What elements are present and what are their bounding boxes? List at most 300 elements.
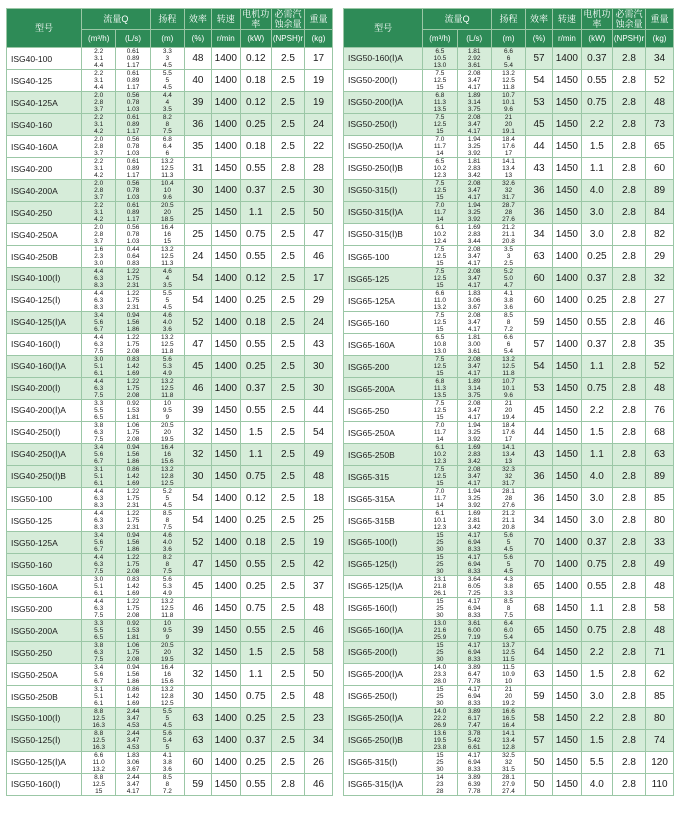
q-m3h-value: 3.1 (94, 466, 104, 473)
npsh-cell: 2.5 (271, 598, 304, 620)
q-m3h-cell (82, 312, 116, 334)
right-header-row (344, 9, 674, 30)
speed-cell: 1450 (552, 158, 581, 180)
q-m3h-cell (423, 444, 457, 466)
npsh-cell: 2.8 (612, 774, 645, 796)
head-value: 9.5 (162, 627, 172, 634)
head-value: 16.5 (502, 715, 515, 722)
head-value: 16.4 (502, 722, 515, 729)
q-m3h-value: 2.8 (94, 231, 104, 238)
table-row (344, 642, 674, 664)
model-cell: ISG50-315(Ⅰ)B (344, 224, 423, 246)
left-header-row (7, 9, 333, 30)
model-cell: ISG50-160A (7, 576, 82, 598)
q-ls-value: 2.92 (467, 55, 481, 62)
head-value: 4.9 (162, 590, 172, 597)
head-value: 16 (163, 231, 171, 238)
q-m3h-value: 25 (436, 539, 444, 546)
model-cell: ISG65-125 (344, 268, 423, 290)
model-cell: ISG50-125A (7, 532, 82, 554)
weight-cell: 82 (646, 224, 674, 246)
speed-cell: 1450 (552, 774, 581, 796)
model-cell: ISG50-160 (7, 554, 82, 576)
table-row (344, 202, 674, 224)
unit-npsh: (NPSH)r (612, 30, 645, 48)
eff-cell: 54 (526, 356, 553, 378)
q-ls-value: 1.17 (126, 172, 140, 179)
head-value: 8.2 (162, 554, 172, 561)
model-cell: ISG50-250(Ⅰ) (344, 114, 423, 136)
q-ls-value: 3.42 (467, 524, 481, 531)
head-cell (491, 752, 525, 774)
power-cell: 0.25 (240, 752, 271, 774)
col-head: 扬程 (150, 9, 184, 30)
q-ls-cell (457, 620, 491, 642)
eff-cell: 54 (185, 510, 212, 532)
speed-cell: 1400 (211, 290, 240, 312)
weight-cell: 43 (305, 334, 333, 356)
q-ls-value: 3.75 (467, 392, 481, 399)
q-ls-value: 3.61 (467, 348, 481, 355)
speed-cell: 1450 (552, 444, 581, 466)
eff-cell: 36 (526, 488, 553, 510)
q-ls-value: 4.17 (467, 194, 481, 201)
head-value: 10 (504, 678, 513, 685)
head-value: 5.2 (503, 268, 514, 275)
q-ls-value: 1.83 (467, 290, 481, 297)
unit-rpm: r/min (552, 30, 581, 48)
npsh-cell: 2.8 (612, 532, 645, 554)
npsh-cell: 2.5 (271, 334, 304, 356)
q-ls-value: 3.47 (467, 363, 481, 370)
head-value: 4 (165, 275, 170, 282)
speed-cell: 1400 (552, 532, 581, 554)
q-m3h-value: 11.3 (433, 99, 446, 106)
head-value: 12.5 (161, 341, 174, 348)
npsh-cell: 2.8 (612, 114, 645, 136)
q-ls-value: 4.17 (467, 128, 481, 135)
speed-cell: 1400 (211, 510, 240, 532)
power-cell: 1.5 (581, 136, 612, 158)
q-ls-value: 1.75 (126, 495, 140, 502)
eff-cell: 36 (526, 202, 553, 224)
weight-cell: 84 (646, 202, 674, 224)
head-value: 10.1 (502, 385, 515, 392)
q-m3h-cell (82, 136, 116, 158)
npsh-cell: 2.8 (612, 576, 645, 598)
q-m3h-value: 6.3 (94, 605, 104, 612)
q-ls-cell (457, 246, 491, 268)
head-cell (150, 576, 184, 598)
q-m3h-value: 2.2 (94, 114, 104, 121)
q-ls-value: 1.56 (126, 671, 140, 678)
head-value: 14.1 (502, 444, 515, 451)
head-value: 12.5 (161, 165, 174, 172)
head-value: 17.6 (502, 429, 515, 436)
q-m3h-cell (82, 356, 116, 378)
head-cell (491, 378, 525, 400)
q-m3h-cell (423, 180, 457, 202)
head-value: 20 (504, 407, 513, 414)
table-row (7, 202, 333, 224)
q-ls-cell (457, 466, 491, 488)
q-ls-value: 1.75 (126, 649, 140, 656)
head-value: 3 (165, 55, 170, 62)
weight-cell: 19 (305, 70, 333, 92)
power-cell: 0.25 (240, 510, 271, 532)
head-value: 13.4 (502, 165, 515, 172)
q-ls-cell (457, 708, 491, 730)
q-m3h-cell (423, 400, 457, 422)
q-ls-value: 0.94 (126, 664, 140, 671)
model-cell: ISG40-200 (7, 158, 82, 180)
speed-cell: 1450 (552, 488, 581, 510)
q-m3h-value: 16.3 (92, 722, 106, 729)
head-value: 31.5 (502, 766, 515, 773)
npsh-cell: 2.5 (271, 532, 304, 554)
q-m3h-value: 25 (436, 561, 444, 568)
head-cell (150, 488, 184, 510)
speed-cell: 1400 (211, 70, 240, 92)
power-cell: 4.0 (581, 466, 612, 488)
power-cell: 0.55 (240, 158, 271, 180)
q-ls-value: 2.31 (126, 502, 140, 509)
q-m3h-value: 6.7 (94, 458, 104, 465)
head-cell (150, 444, 184, 466)
q-m3h-value: 11.0 (92, 759, 105, 766)
head-cell (150, 334, 184, 356)
q-ls-value: 0.56 (126, 224, 140, 231)
head-value: 13 (504, 172, 513, 179)
q-m3h-value: 15 (436, 598, 444, 605)
power-cell: 0.12 (240, 92, 271, 114)
power-cell: 0.25 (240, 576, 271, 598)
speed-cell: 1400 (211, 114, 240, 136)
q-m3h-value: 13.6 (433, 730, 447, 737)
q-ls-value: 0.78 (126, 99, 140, 106)
q-ls-value: 4.17 (467, 414, 481, 421)
q-ls-value: 2.44 (126, 730, 140, 737)
head-value: 8.5 (162, 774, 172, 781)
model-cell: ISG50-100 (7, 488, 82, 510)
head-cell (491, 158, 525, 180)
table-row (7, 466, 333, 488)
q-ls-value: 6.47 (467, 671, 481, 678)
power-cell: 1.5 (581, 664, 612, 686)
model-cell: ISG50-250 (7, 642, 82, 664)
model-cell: ISG65-100(Ⅰ) (344, 532, 423, 554)
head-value: 31.7 (502, 480, 515, 487)
q-ls-value: 1.94 (467, 136, 481, 143)
head-value: 5.6 (503, 554, 514, 561)
head-value: 3 (506, 253, 511, 260)
q-m3h-cell (82, 532, 116, 554)
q-ls-value: 8.33 (467, 700, 481, 707)
q-m3h-value: 3.1 (94, 165, 104, 172)
q-m3h-value: 10.1 (433, 517, 447, 524)
weight-cell: 120 (646, 752, 674, 774)
npsh-cell: 2.5 (271, 224, 304, 246)
power-cell: 0.75 (240, 598, 271, 620)
q-ls-value: 4.17 (467, 752, 481, 759)
model-cell: ISG65-250A (344, 422, 423, 444)
power-cell: 0.18 (240, 136, 271, 158)
q-m3h-cell (82, 642, 116, 664)
q-ls-value: 1.69 (467, 510, 481, 517)
q-m3h-value: 3.1 (94, 686, 104, 693)
q-m3h-value: 25 (436, 693, 444, 700)
npsh-cell: 2.8 (612, 642, 645, 664)
q-ls-value: 0.89 (126, 121, 140, 128)
model-cell: ISG50-160(Ⅰ) (7, 774, 82, 796)
head-value: 32 (504, 187, 513, 194)
q-m3h-value: 25 (436, 759, 444, 766)
head-value: 21.1 (502, 517, 515, 524)
q-m3h-value: 30 (436, 568, 444, 575)
q-m3h-value: 1.6 (94, 246, 104, 253)
weight-cell: 73 (646, 114, 674, 136)
head-value: 12.5 (161, 480, 174, 487)
weight-cell: 110 (646, 774, 674, 796)
head-cell (491, 400, 525, 422)
weight-cell: 44 (305, 400, 333, 422)
q-m3h-value: 4.4 (94, 268, 104, 275)
head-cell (491, 268, 525, 290)
table-row (344, 708, 674, 730)
weight-cell: 58 (646, 598, 674, 620)
q-ls-value: 4.17 (467, 532, 481, 539)
q-m3h-value: 3.8 (94, 642, 104, 649)
table-row (7, 268, 333, 290)
eff-cell: 32 (185, 444, 212, 466)
table-row (7, 752, 333, 774)
npsh-cell: 2.5 (271, 290, 304, 312)
power-cell: 0.75 (581, 554, 612, 576)
head-cell (150, 48, 184, 70)
q-ls-value: 4.53 (126, 744, 140, 751)
head-value: 13.2 (161, 466, 174, 473)
q-ls-value: 3.47 (467, 319, 481, 326)
power-cell: 0.55 (581, 70, 612, 92)
q-m3h-cell (423, 664, 457, 686)
q-ls-value: 1.56 (126, 451, 140, 458)
q-m3h-cell (423, 466, 457, 488)
q-m3h-value: 6.3 (94, 275, 104, 282)
head-value: 12.5 (502, 649, 515, 656)
power-cell: 0.25 (581, 246, 612, 268)
head-value: 8 (165, 781, 170, 788)
head-value: 18.4 (502, 136, 515, 143)
power-cell: 0.12 (240, 48, 271, 70)
q-ls-cell (457, 92, 491, 114)
q-ls-value: 4.17 (467, 260, 481, 267)
speed-cell: 1400 (211, 268, 240, 290)
q-m3h-value: 2.0 (94, 92, 104, 99)
q-ls-value: 2.83 (467, 165, 481, 172)
q-m3h-value: 2.2 (94, 70, 104, 77)
power-cell: 0.37 (581, 334, 612, 356)
q-m3h-value: 25 (436, 605, 444, 612)
table-row (7, 598, 333, 620)
q-m3h-value: 3.3 (94, 400, 104, 407)
q-m3h-value: 5.5 (94, 407, 104, 414)
q-m3h-value: 14.0 (433, 708, 447, 715)
q-ls-value: 2.83 (467, 451, 481, 458)
table-row (344, 268, 674, 290)
q-m3h-cell (423, 136, 457, 158)
head-value: 18.5 (161, 216, 174, 223)
head-value: 4.6 (162, 532, 172, 539)
head-value: 4 (165, 99, 170, 106)
q-ls-value: 3.14 (467, 99, 481, 106)
speed-cell: 1450 (552, 664, 581, 686)
q-ls-value: 0.83 (126, 260, 140, 267)
head-value: 32.6 (502, 180, 515, 187)
q-ls-value: 1.89 (467, 378, 481, 385)
npsh-cell: 2.8 (612, 158, 645, 180)
eff-cell: 58 (526, 708, 553, 730)
table-row (344, 158, 674, 180)
q-ls-value: 1.42 (126, 473, 140, 480)
q-ls-value: 1.42 (126, 583, 140, 590)
q-m3h-cell (82, 444, 116, 466)
head-value: 7.5 (162, 128, 172, 135)
npsh-cell: 2.8 (612, 730, 645, 752)
q-ls-value: 1.81 (126, 414, 140, 421)
q-m3h-value: 6.3 (94, 495, 104, 502)
table-row (7, 422, 333, 444)
q-m3h-cell (423, 48, 457, 70)
npsh-cell: 2.5 (271, 730, 304, 752)
head-cell (150, 466, 184, 488)
weight-cell: 30 (305, 378, 333, 400)
power-cell: 0.25 (240, 114, 271, 136)
q-ls-value: 3.92 (467, 216, 481, 223)
col-weight: 重量 (646, 9, 674, 30)
left-table-body (7, 48, 333, 796)
q-ls-value: 4.17 (467, 554, 481, 561)
q-m3h-cell (82, 290, 116, 312)
q-m3h-value: 6.3 (94, 649, 104, 656)
weight-cell: 89 (646, 180, 674, 202)
weight-cell: 49 (305, 444, 333, 466)
npsh-cell: 2.8 (612, 466, 645, 488)
q-m3h-value: 5.1 (94, 363, 104, 370)
head-value: 3.8 (162, 759, 172, 766)
q-ls-value: 1.03 (126, 238, 140, 245)
npsh-cell: 2.8 (612, 356, 645, 378)
eff-cell: 44 (526, 422, 553, 444)
eff-cell: 60 (526, 268, 553, 290)
q-m3h-value: 11.7 (433, 429, 446, 436)
model-cell: ISG40-160 (7, 114, 82, 136)
q-ls-cell (116, 378, 150, 400)
power-cell: 0.75 (581, 620, 612, 642)
table-row (344, 730, 674, 752)
q-ls-value: 1.94 (467, 202, 481, 209)
q-ls-value: 2.08 (467, 312, 481, 319)
q-m3h-value: 12.5 (433, 363, 447, 370)
q-ls-value: 8.33 (467, 546, 481, 553)
q-m3h-value: 7.5 (94, 612, 104, 619)
q-m3h-value: 7.5 (435, 114, 445, 121)
power-cell: 1.1 (581, 356, 612, 378)
head-value: 8 (165, 121, 170, 128)
weight-cell: 50 (305, 664, 333, 686)
q-m3h-value: 30 (436, 766, 444, 773)
speed-cell: 1450 (211, 620, 240, 642)
head-cell (150, 532, 184, 554)
q-ls-value: 3.00 (467, 341, 481, 348)
power-cell: 0.75 (240, 224, 271, 246)
npsh-cell: 2.5 (271, 356, 304, 378)
q-m3h-value: 8.3 (94, 282, 104, 289)
q-ls-value: 3.89 (467, 708, 481, 715)
weight-cell: 42 (305, 554, 333, 576)
head-value: 32 (504, 759, 513, 766)
weight-cell: 47 (305, 224, 333, 246)
q-m3h-value: 2.8 (94, 99, 104, 106)
q-ls-value: 2.08 (467, 268, 481, 275)
head-value: 4.1 (162, 752, 172, 759)
head-value: 5.4 (503, 62, 514, 69)
npsh-cell: 2.5 (271, 554, 304, 576)
q-m3h-cell (423, 708, 457, 730)
q-m3h-value: 2.0 (94, 224, 104, 231)
q-m3h-value: 11.7 (433, 143, 446, 150)
q-ls-value: 6.94 (467, 561, 481, 568)
unit-pct: (%) (185, 30, 212, 48)
q-m3h-cell (82, 598, 116, 620)
unit-m: (m) (150, 30, 184, 48)
q-ls-value: 1.22 (126, 510, 140, 517)
model-cell: ISG50-250(Ⅰ)A (344, 136, 423, 158)
eff-cell: 35 (185, 136, 212, 158)
q-ls-value: 0.78 (126, 143, 140, 150)
weight-cell: 48 (646, 92, 674, 114)
speed-cell: 1400 (211, 48, 240, 70)
eff-cell: 36 (526, 180, 553, 202)
head-value: 32.3 (502, 466, 515, 473)
q-ls-value: 1.17 (126, 62, 140, 69)
head-value: 20 (163, 649, 171, 656)
q-m3h-value: 13.0 (433, 62, 447, 69)
head-value: 4.5 (162, 722, 172, 729)
q-m3h-value: 6.3 (94, 385, 104, 392)
q-ls-value: 1.22 (126, 290, 140, 297)
head-cell (491, 224, 525, 246)
q-m3h-value: 16.3 (92, 744, 106, 751)
head-value: 19.1 (502, 128, 515, 135)
head-value: 20 (163, 429, 171, 436)
q-ls-cell (116, 642, 150, 664)
q-m3h-value: 4.4 (94, 554, 104, 561)
power-cell: 1.1 (240, 202, 271, 224)
q-m3h-value: 3.0 (94, 356, 104, 363)
unit-rpm: r/min (211, 30, 240, 48)
model-cell: ISG40-125(Ⅰ)A (7, 312, 82, 334)
q-ls-value: 1.75 (126, 341, 140, 348)
q-ls-value: 1.86 (126, 678, 140, 685)
q-ls-cell (457, 114, 491, 136)
q-ls-value: 7.47 (467, 722, 481, 729)
head-cell (150, 268, 184, 290)
q-m3h-value: 14 (436, 774, 444, 781)
head-value: 5.5 (162, 70, 172, 77)
model-cell: ISG40-200(Ⅰ) (7, 378, 82, 400)
eff-cell: 63 (185, 708, 212, 730)
q-m3h-value: 3.7 (94, 194, 104, 201)
